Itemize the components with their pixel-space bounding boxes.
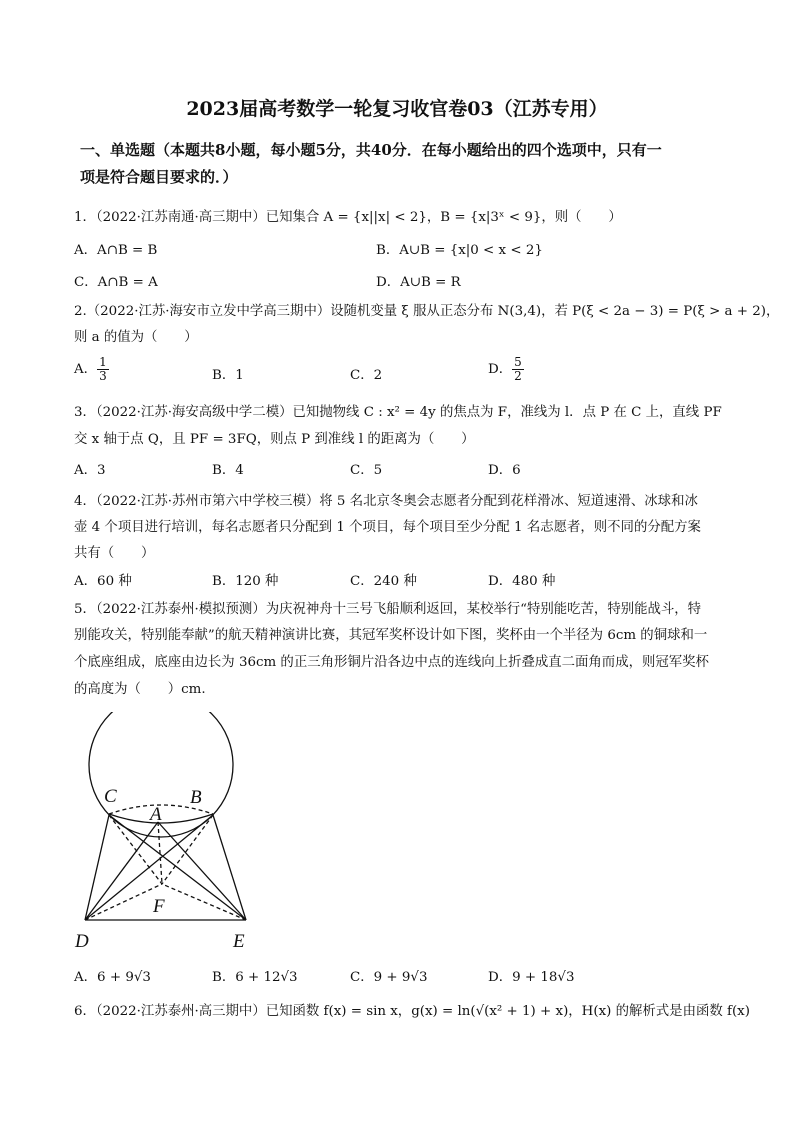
question-3-stem-line-1: 3．（2022·江苏·海安高级中学二模）已知抛物线 C : x² = 4y 的焦点为 F，准线为 l．点 P 在 C 上，直线 PF [74,405,722,420]
q1-option-c: C．A∩B = A [74,275,158,290]
question-2-stem-line-2: 则 a 的值为（ ） [74,330,198,345]
question-5-stem-line-4: 的高度为（ ）cm. [74,682,206,697]
q3-option-a: A．3 [74,463,106,478]
q1-option-a: A．A∩B = B [74,243,158,258]
q3-option-c: C．5 [350,463,383,478]
question-4-stem-line-1: 4．（2022·江苏·苏州市第六中学校三模）将 5 名北京冬奥会志愿者分配到花样滑冰、短道速滑、冰球和冰 [74,494,698,509]
label-f: F [153,896,165,917]
q4-option-b: B．120 种 [212,574,279,589]
q3-option-d: D．6 [488,463,521,478]
label-d: D [75,931,89,952]
q4-option-d: D．480 种 [488,574,556,589]
question-1-stem: 1．（2022·江苏南通·高三期中）已知集合 A = {x||x| < 2}，B = {x|3ˣ < 9}，则（ ） [74,210,622,225]
hidden-edge-df [85,884,162,920]
question-5-stem-line-3: 个底座组成，底座由边长为 36cm 的正三角形铜片沿各边中点的连线向上折叠成直二面角而成，则冠军奖杯 [74,655,709,670]
edge-ae [158,822,246,920]
fraction: $\frac{1}{3}$ [99,355,107,383]
q2-option-b: B．1 [212,368,244,383]
page-title: 2023届高考数学一轮复习收官卷03（江苏专用） [186,98,608,120]
hidden-edge-ef [162,884,246,920]
q3-option-b: B．4 [212,463,244,478]
q2-option-c: C．2 [350,368,383,383]
edge-be [213,815,246,920]
question-2-stem-line-1: 2.（2022·江苏·海安市立发中学高三期中）设随机变量 ξ 服从正态分布 N(3,4)，若 P(ξ < 2a − 3) = P(ξ > a + 2)， [74,304,780,319]
q5-option-c: C．9 + 9√3 [350,970,428,985]
question-6-stem-line-1: 6．（2022·江苏泰州·高三期中）已知函数 f(x) = sin x，g(x) = ln(√(x² + 1) + x)，H(x) 的解析式是由函数 f(x) [74,1004,750,1019]
label-e: E [233,931,245,952]
question-4-stem-line-2: 壶 4 个项目进行培训，每名志愿者只分配到 1 个项目，每个项目至少分配 1 名志愿者，则不同的分配方案 [74,520,701,535]
q5-option-a: A．6 + 9√3 [74,970,151,985]
q4-option-a: A．60 种 [74,574,132,589]
question-5-stem-line-1: 5．（2022·江苏泰州·模拟预测）为庆祝神舟十三号飞船顺利返回，某校举行“特别能吃苦，特别能战斗，特 [74,602,702,617]
section-heading-line-2: 项是符合题目要求的．） [80,168,238,186]
q2-option-d: D． $\frac{5}{2}$ [488,355,522,383]
trophy-figure [70,712,270,952]
q1-option-b: B．A∪B = {x|0 < x < 2} [376,243,543,258]
q2-option-a: A． $\frac{1}{3}$ [74,355,107,383]
hidden-edge-bf [162,815,213,884]
question-4-stem-line-3: 共有（ ） [74,546,155,561]
question-5-stem-line-2: 别能攻关，特别能奉献”的航天精神演讲比赛，其冠军奖杯设计如下图，奖杯由一个半径为 6cm 的铜球和一 [74,628,708,643]
edge-ce [109,815,246,920]
label-c: C [104,786,117,807]
question-3-stem-line-2: 交 x 轴于点 Q，且 PF = 3FQ，则点 P 到准线 l 的距离为（ ） [74,432,475,447]
section-heading-line-1: 一、单选题（本题共8小题，每小题5分，共40分．在每小题给出的四个选项中，只有一 [80,141,662,159]
q1-option-d: D．A∪B = R [376,275,461,290]
fraction: $\frac{5}{2}$ [514,355,522,383]
q5-option-d: D．9 + 18√3 [488,970,575,985]
q4-option-c: C．240 种 [350,574,417,589]
q5-option-b: B．6 + 12√3 [212,970,298,985]
label-a: A [150,804,162,825]
label-b: B [190,787,202,808]
